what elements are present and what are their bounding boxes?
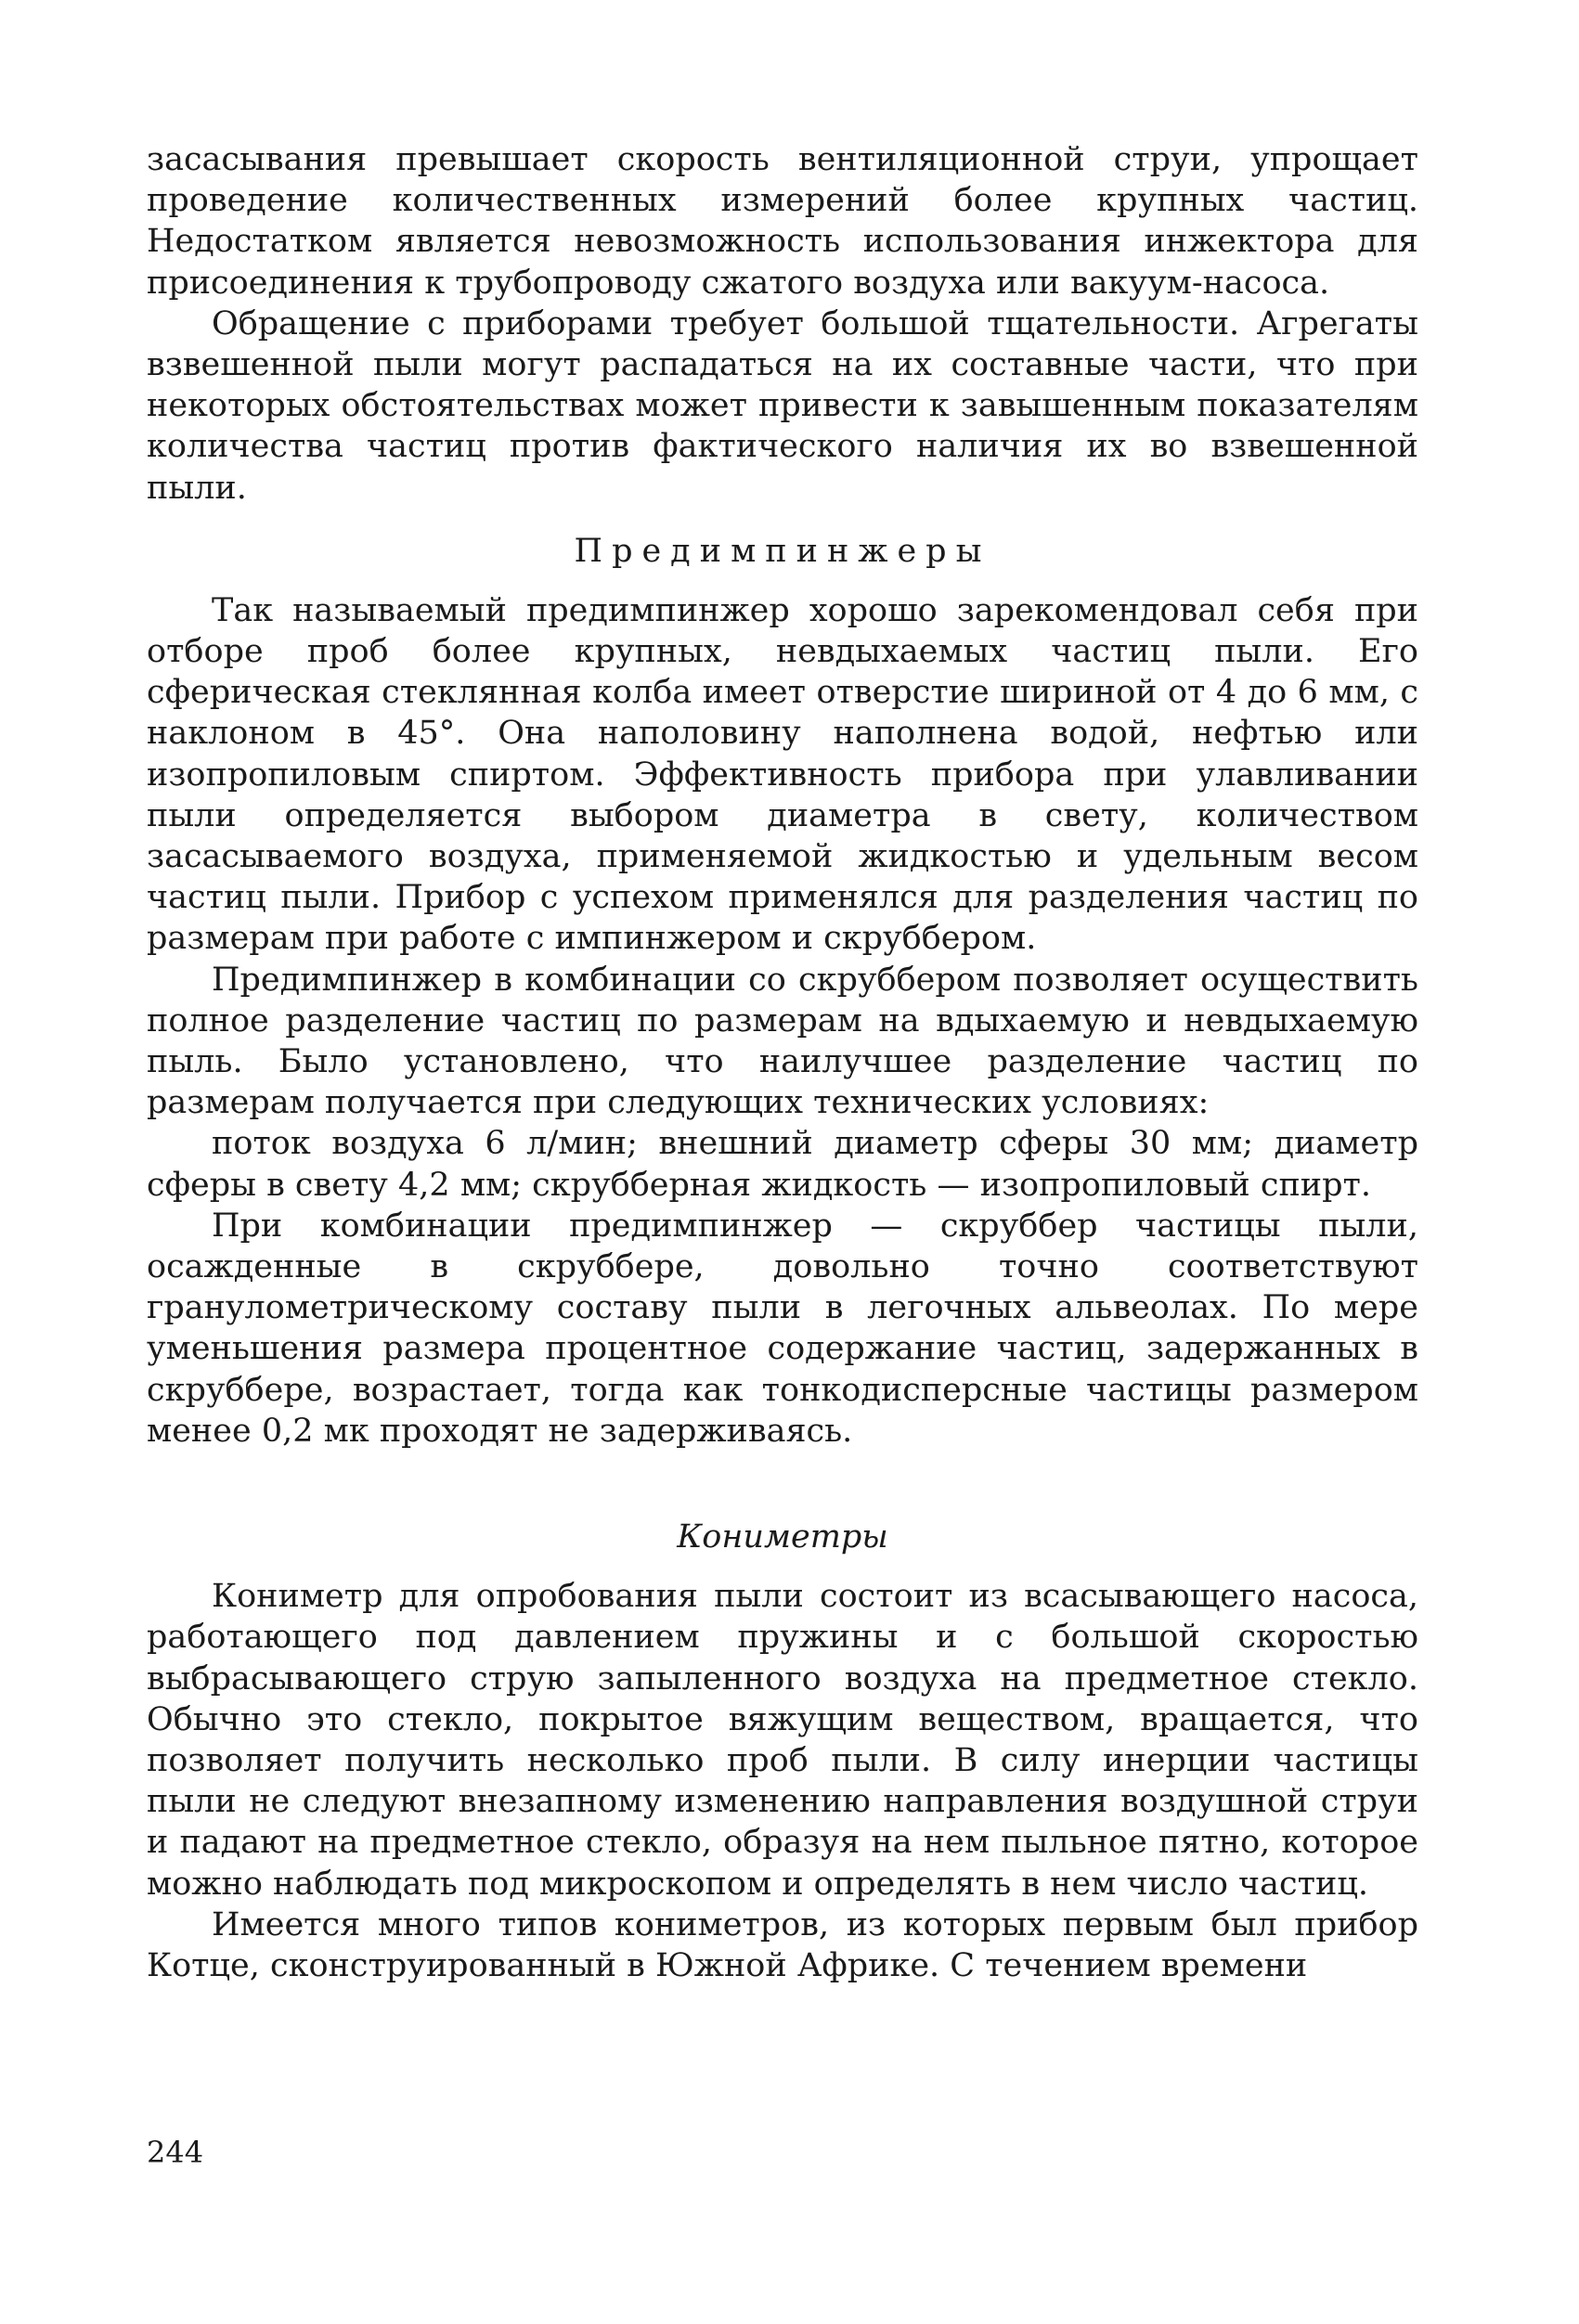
paragraph: Имеется много типов кониметров, из которых первым был прибор Котце, сконструированный в Южной Африке. С течением времени: [147, 1905, 1418, 1984]
paragraph: Кониметр для опробования пыли состоит из всасывающего насоса, работающего под давлением пружины и с большой скоростью выбрасывающего струю запыленного воздуха на предметное стекло. Обычно это стекло, покрытое вяжущим веществом, вращается, что позволяет получить несколько проб пыли. В силу инерции частицы пыли не следуют внезапному изменению направления воздушной струи и падают на предметное стекло, образуя на нем пыльное пятно, которое можно наблюдать под микроскопом и определять в нем число частиц.: [147, 1578, 1418, 1903]
paragraph: Так называемый предимпинжер хорошо зарекомендовал себя при отборе проб более крупных, невдыхаемых частиц пыли. Его сферическая стеклянная колба имеет отверстие шириной от 4 до 6 мм, с наклоном в 45°. Она наполовину наполнена водой, нефтью или изопропиловым спиртом. Эффективность прибора при улавливании пыли определяется выбором диаметра в свету, количеством засасываемого воздуха, применяемой жидкостью и удельным весом частиц пыли. Прибор с успехом применялся для разделения частиц по размерам при работе с импинжером и скруббером.: [147, 591, 1418, 958]
section-heading-konimeters: Кониметры: [677, 1518, 888, 1556]
paragraph: Предимпинжер в комбинации со скруббером позволяет осуществить полное разделение частиц по размерам на вдыхаемую и невдыхаемую пыль. Было установлено, что наилучшее разделение частиц по размерам получается при следующих технических условиях:: [147, 961, 1418, 1122]
page-body: [147, 139, 1418, 1986]
page-number: 244: [147, 2135, 204, 2170]
paragraph-continuation: засасывания превышает скорость вентиляционной струи, упрощает проведение количественных измерений более крупных частиц. Недостатком является невозможность использования инжектора для присоединения к трубопроводу сжатого воздуха или вакуум-насоса.: [147, 141, 1418, 302]
section-heading-preimpingers: Предимпинжеры: [574, 532, 991, 570]
paragraph: При комбинации предимпинжер — скруббер частицы пыли, осажденные в скруббере, довольно точно соответствуют гранулометрическому составу пыли в легочных альвеолах. По мере уменьшения размера процентное содержание частиц, задержанных в скруббере, возрастает, тогда как тонкодисперсные частицы размером менее 0,2 мк проходят не задерживаясь.: [147, 1207, 1418, 1450]
paragraph: Обращение с приборами требует большой тщательности. Агрегаты взвешенной пыли могут распадаться на их составные части, что при некоторых обстоятельствах может привести к завышенным показателям количества частиц против фактического наличия их во взвешенной пыли.: [147, 304, 1418, 507]
paragraph-conditions: поток воздуха 6 л/мин; внешний диаметр сферы 30 мм; диаметр сферы в свету 4,2 мм; скрубберная жидкость — изопропиловый спирт.: [147, 1125, 1418, 1204]
